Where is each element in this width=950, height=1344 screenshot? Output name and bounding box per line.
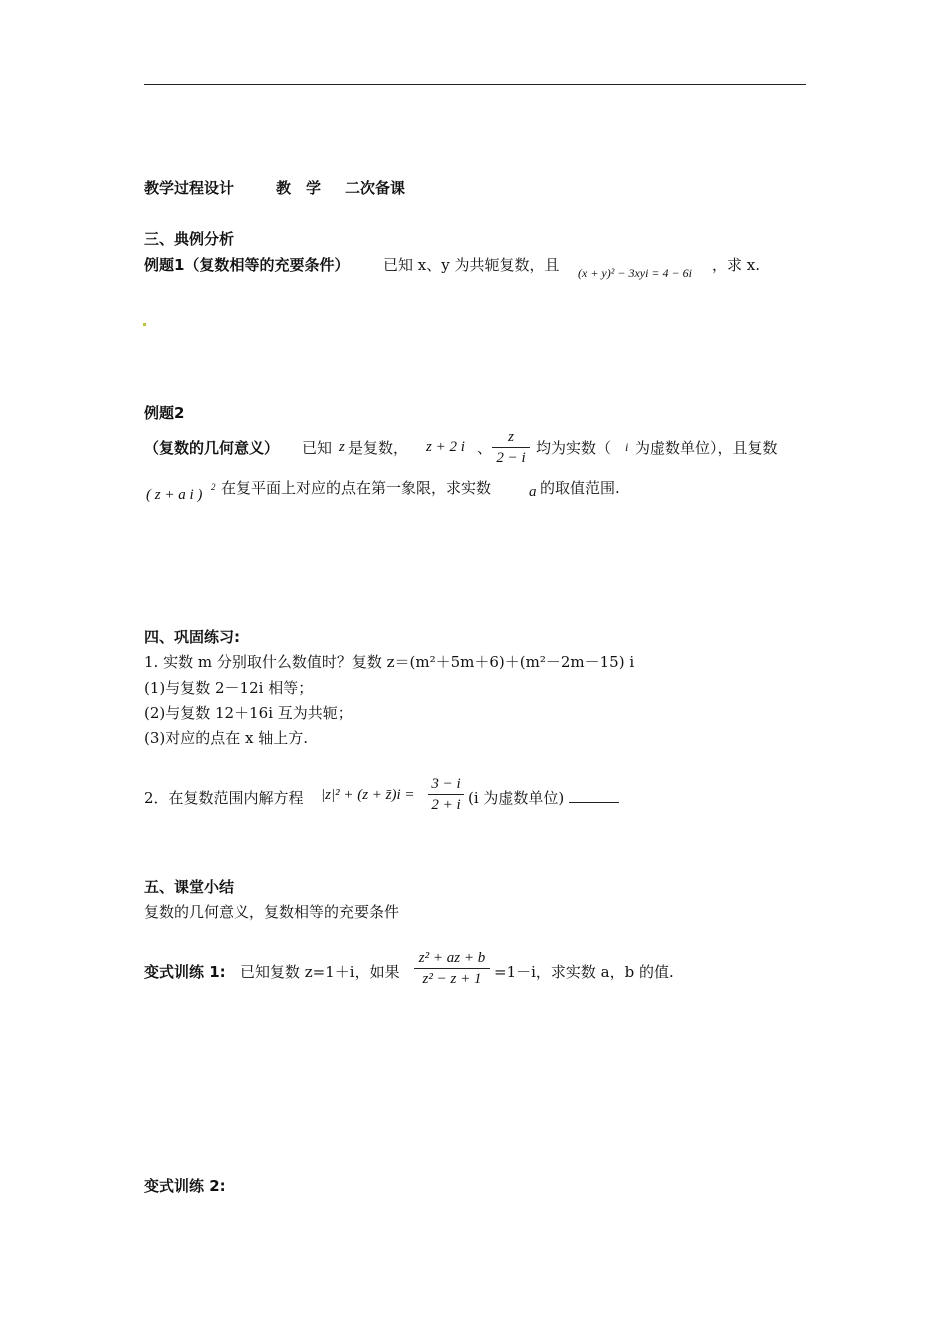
section5-heading: 五、课堂小结 [144, 878, 235, 896]
example2-var-z: z [339, 439, 345, 455]
exercise2-text: 2．在复数范围内解方程 [144, 789, 304, 807]
exercise1-part3: (3)对应的点在 x 轴上方. [144, 729, 309, 747]
exercise2-fraction [428, 775, 464, 814]
second-prep-column-title: 二次备课 [345, 179, 406, 197]
section4-heading: 四、巩固练习: [144, 628, 240, 646]
exercise2-fraction-numerator: 3 − i [431, 776, 461, 792]
example2-text-b: 是复数， [348, 439, 409, 457]
example2-separator: 、 [477, 439, 493, 457]
example2-text-e: 在复平面上对应的点在第一象限，求实数 [221, 479, 492, 497]
teaching-column-title: 教 学 [276, 179, 322, 197]
variant1-fraction [414, 949, 490, 988]
example2-exponent: 2 [211, 482, 216, 492]
example2-expr1: z + 2 i [426, 439, 465, 455]
exercise2-note: (i 为虚数单位) [468, 789, 565, 807]
variant1-fraction-denominator: z² − z + 1 [422, 971, 482, 987]
example2-text-d: 为虚数单位），且复数 [635, 439, 778, 457]
variant1-text-a: 已知复数 z=1＋i，如果 [240, 963, 400, 981]
answer-blank[interactable] [569, 790, 619, 803]
exercise2-tail [468, 787, 619, 808]
example2-fraction-denominator: 2 − i [496, 450, 526, 466]
lesson-design-title: 教学过程设计 [144, 179, 235, 197]
header-rule [144, 84, 806, 85]
exercise1-part2: (2)与复数 12＋16i 互为共轭； [144, 704, 353, 722]
summary-text: 复数的几何意义，复数相等的充要条件 [144, 903, 400, 921]
section3-heading: 三、典例分析 [144, 230, 235, 248]
example2-var-a: a [529, 484, 537, 500]
fraction-bar [492, 447, 530, 448]
exercise1-question: 1. 实数 m 分别取什么数值时？复数 z＝(m²＋5m＋6)＋(m²－2m－15) i [144, 653, 635, 671]
variant1-fraction-numerator: z² + az + b [418, 950, 486, 966]
variant1-text-b: =1－i，求实数 a，b 的值. [494, 963, 674, 981]
example1-formula: (x + y)² − 3xyi = 4 − 6i [578, 266, 692, 280]
exercise2-fraction-denominator: 2 + i [431, 797, 461, 813]
exercise1-part1: (1)与复数 2－12i 相等； [144, 679, 314, 697]
exercise2-lhs: |z|² + (z + z̄)i = [321, 787, 415, 803]
example1-label: 例题1（复数相等的充要条件） [144, 256, 350, 274]
stray-mark [143, 323, 146, 326]
example2-label: 例题2 [144, 404, 185, 422]
example2-text-a: 已知 [302, 439, 333, 457]
example2-text-c: 均为实数（ [536, 439, 612, 457]
example2-expr2: ( z + a i ) [146, 487, 203, 503]
example2-subtitle: （复数的几何意义） [144, 439, 280, 457]
variant2-label: 变式训练 2: [144, 1177, 226, 1195]
example2-imag-unit: i [625, 440, 629, 454]
variant1-label: 变式训练 1: [144, 963, 226, 981]
example2-fraction [492, 428, 530, 467]
example2-fraction-numerator: z [508, 429, 514, 445]
fraction-bar [414, 968, 490, 969]
example2-text-f: 的取值范围. [540, 479, 620, 497]
example1-text-b: ，求 x. [712, 256, 760, 274]
fraction-bar [428, 794, 464, 795]
example1-text-a: 已知 x、y 为共轭复数，且 [383, 256, 560, 274]
